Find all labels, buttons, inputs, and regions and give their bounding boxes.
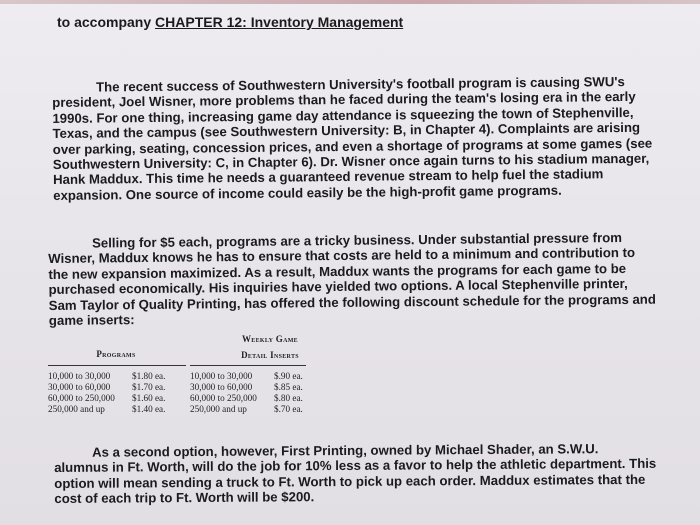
price-cell: $1.80 ea. bbox=[132, 371, 166, 381]
price-cell: $1.60 ea. bbox=[132, 393, 166, 403]
paragraph-line: president, Joel Wisner, more problems than he faced during the team's losing era in the early bbox=[52, 89, 636, 111]
header-prefix: to accompany bbox=[57, 14, 156, 30]
paragraph-line: option will mean sending a truck to Ft. Worth to pick up each order. Maddux estimates that the bbox=[54, 471, 646, 491]
paragraph-line: expansion. One source of income could easily be the high-profit game programs. bbox=[53, 182, 562, 203]
paragraph-line: cost of each trip to Ft. Worth will be $200. bbox=[54, 489, 315, 507]
paragraph-3 bbox=[54, 441, 657, 507]
programs-table-heading: Programs bbox=[96, 349, 136, 359]
paragraph-line: As a second option, however, First Printing, owned by Michael Shader, an S.W.U. bbox=[91, 441, 599, 460]
paragraph-line: alumnus in Ft. Worth, will do the job for 10% less as a favor to help the athletic department. This bbox=[54, 456, 657, 476]
range-cell: 250,000 and up bbox=[190, 404, 247, 414]
range-cell: 60,000 to 250,000 bbox=[48, 393, 115, 403]
range-cell: 30,000 to 60,000 bbox=[190, 382, 253, 392]
price-cell: $.80 ea. bbox=[274, 393, 303, 403]
paragraph-line: the new expansion maximized. As a result, Maddux wants the programs for each game to be bbox=[48, 260, 627, 282]
table-rule bbox=[48, 365, 186, 366]
paragraph-1 bbox=[52, 74, 653, 203]
header bbox=[57, 14, 403, 30]
range-cell: 10,000 to 30,000 bbox=[48, 371, 111, 381]
paragraph-line: The recent success of Southwestern University's football program is causing SWU's bbox=[95, 74, 625, 95]
price-cell: $.90 ea. bbox=[274, 371, 303, 381]
programs-table bbox=[48, 346, 188, 456]
paragraph-line: Texas, and the campus (see Southwestern University: B, in Chapter 4). Complaints are arising bbox=[52, 120, 641, 142]
paragraph-line: 1990s. For one thing, increasing game day attendance is squeezing the town of Stephenville, bbox=[52, 104, 634, 126]
paragraph-line: purchased economically. His inquiries have yielded two options. A local Stephenville printer, bbox=[48, 276, 628, 298]
inserts-table-heading-2: Detail Inserts bbox=[241, 350, 299, 360]
price-cell: $1.70 ea. bbox=[132, 382, 166, 392]
price-cell: $.70 ea. bbox=[274, 404, 303, 414]
chapter-link[interactable]: CHAPTER 12: Inventory Management bbox=[155, 14, 404, 30]
price-cell: $.85 ea. bbox=[274, 382, 303, 392]
paragraph-line: Wisner, Maddux knows he has to ensure that costs are held to a minimum and contribution to bbox=[48, 245, 636, 267]
paragraph-line: Sam Taylor of Quality Printing, has offered the following discount schedule for the programs and bbox=[48, 291, 656, 313]
range-cell: 60,000 to 250,000 bbox=[190, 393, 257, 403]
top-border bbox=[0, 0, 700, 4]
inserts-table bbox=[190, 330, 340, 456]
paragraph-line: game inserts: bbox=[48, 312, 135, 329]
paragraph-line: over parking, seating, concession prices, and even a shortage of programs at some games (see bbox=[52, 135, 653, 157]
inserts-table-heading-1: Weekly Game bbox=[241, 334, 298, 344]
range-cell: 250,000 and up bbox=[48, 404, 105, 414]
range-cell: 10,000 to 30,000 bbox=[190, 371, 253, 381]
paragraph-2 bbox=[48, 229, 656, 329]
price-cell: $1.40 ea. bbox=[132, 404, 166, 414]
paragraph-line: Selling for $5 each, programs are a tricky business. Under substantial pressure from bbox=[91, 229, 623, 251]
paragraph-line: Hank Maddux. This time he needs a guaranteed revenue stream to help fuel the stadium bbox=[52, 166, 604, 188]
table-rule bbox=[190, 365, 306, 366]
paragraph-line: Southwestern University: C, in Chapter 6). Dr. Wisner once again turns to his stadium manager, bbox=[52, 150, 650, 173]
range-cell: 30,000 to 60,000 bbox=[48, 382, 111, 392]
